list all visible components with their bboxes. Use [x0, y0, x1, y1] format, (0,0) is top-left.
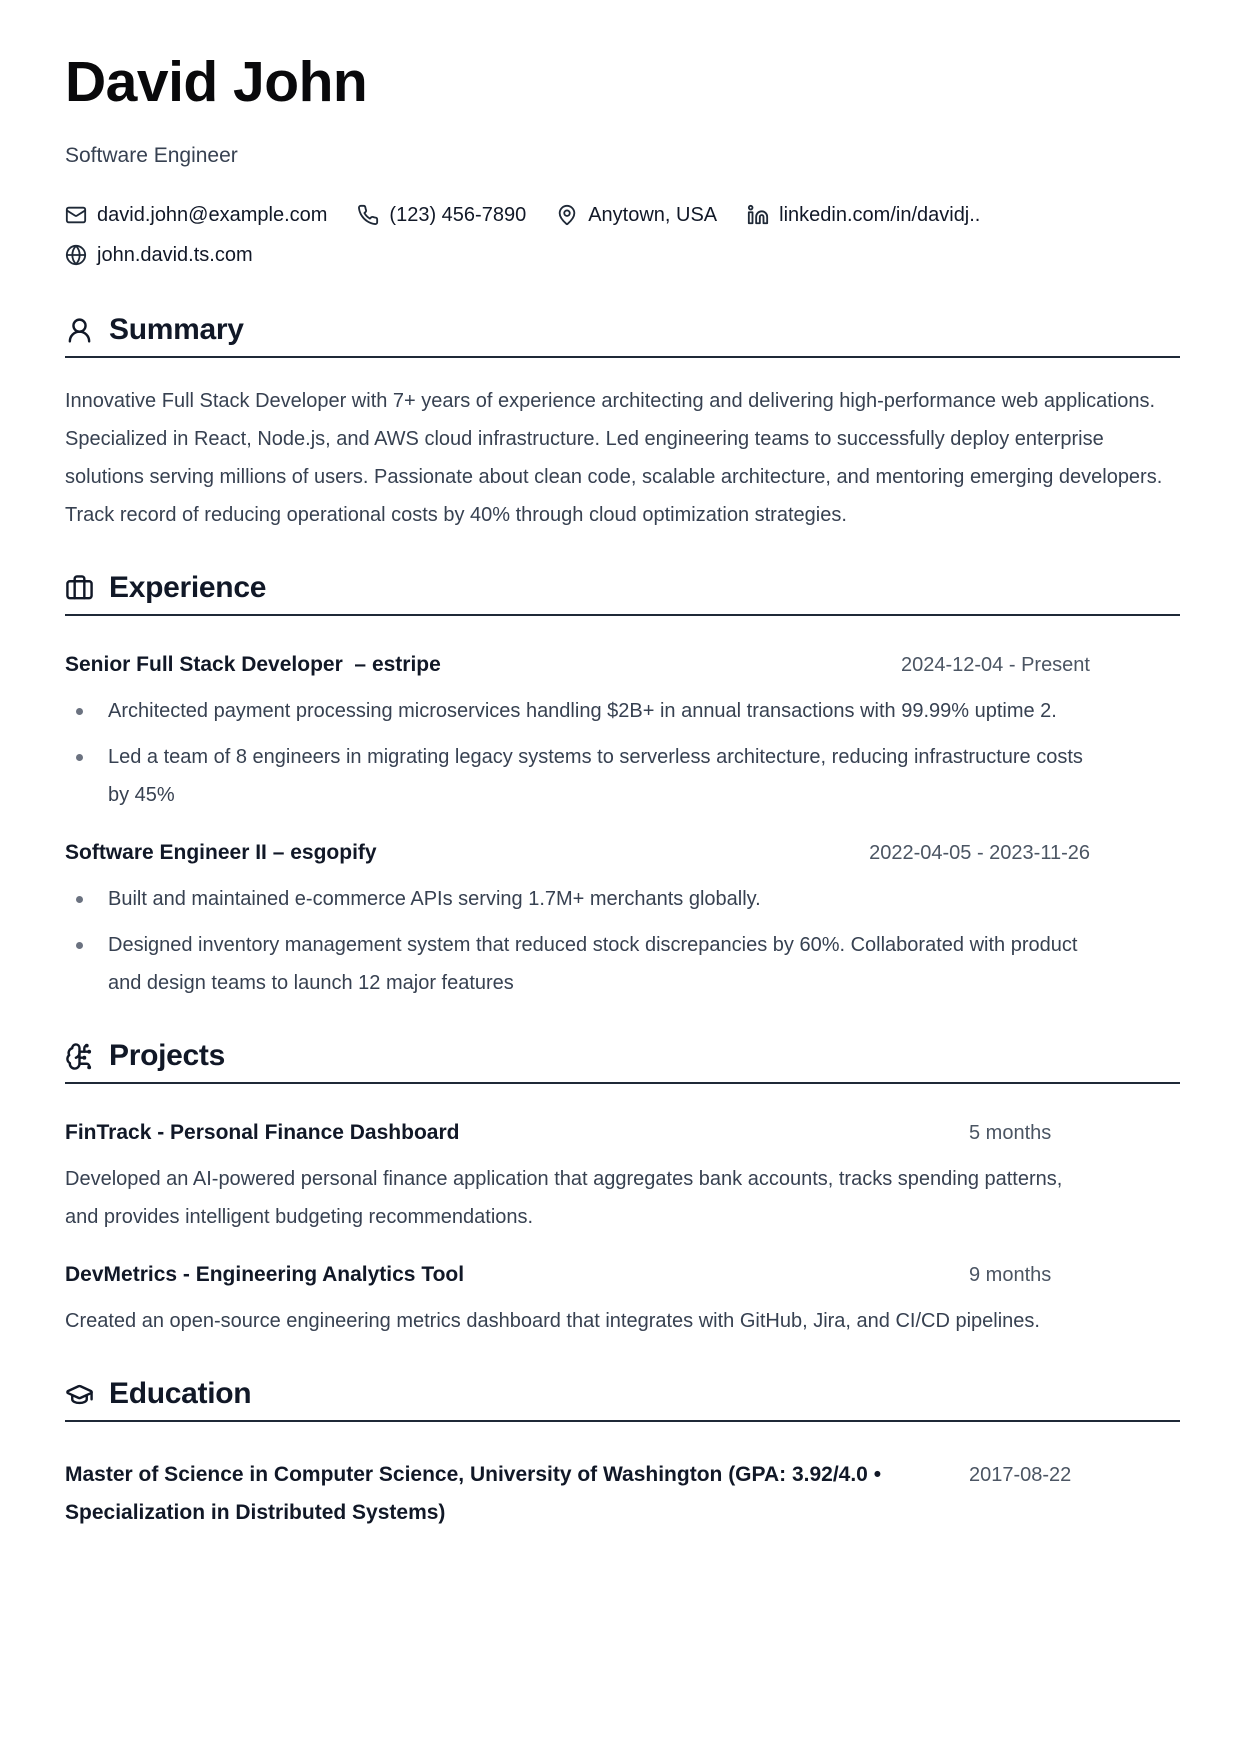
mail-icon: [65, 204, 87, 226]
section-experience: [65, 570, 1180, 1002]
education-items: [65, 1456, 1090, 1532]
user-icon: [65, 316, 94, 345]
projects-section-header: [65, 1038, 1180, 1084]
graduation-cap-icon: [65, 1380, 94, 1409]
project-item: [65, 1118, 1090, 1236]
experience-section-header: [65, 570, 1180, 616]
project-item: [65, 1260, 1090, 1340]
education-header: [65, 1456, 1090, 1532]
contact-phone-text: (123) 456-7890: [389, 204, 527, 227]
summary-heading: Summary: [109, 313, 244, 347]
job-bullet: Built and maintained e-commerce APIs serving 1.7M+ merchants globally.: [65, 880, 1090, 918]
job-bullet: Designed inventory management system that reduced stock discrepancies by 60%. Collaborated with product and design teams to launch 12 major features: [65, 926, 1090, 1002]
contact-item-location: [556, 200, 717, 230]
project-duration: 5 months: [969, 1122, 1052, 1145]
education-degree: Master of Science in Computer Science, University of Washington (GPA: 3.92/4.0 • Specialization in Distributed Systems): [65, 1463, 887, 1525]
contact-email-text: david.john@example.com: [97, 204, 328, 227]
project-items: [65, 1118, 1090, 1340]
education-heading: Education: [109, 1377, 252, 1411]
contact-item-phone: [357, 200, 526, 230]
project-description: Developed an AI-powered personal finance application that aggregates bank accounts, tracks spending patterns, and provides intelligent budgeting recommendations.: [65, 1168, 1063, 1229]
section-summary: [65, 312, 1180, 534]
education-item: [65, 1456, 1090, 1532]
education-date: 2017-08-22: [969, 1464, 1072, 1487]
experience-item: [65, 838, 1090, 1002]
job-bullet-list: [65, 692, 1090, 814]
contact-linkedin-text: linkedin.com/in/davidj..: [779, 204, 981, 227]
job-title: Senior Full Stack Developer – estripe: [65, 653, 441, 677]
section-education: [65, 1376, 1180, 1532]
contact-item-linkedin: [747, 200, 980, 230]
person-name: David John: [65, 50, 368, 114]
job-header: [65, 650, 1090, 680]
contact-location-text: Anytown, USA: [588, 204, 718, 227]
person-role: Software Engineer: [65, 144, 238, 168]
linkedin-icon: [747, 204, 769, 226]
job-bullet: Led a team of 8 engineers in migrating legacy systems to serverless architecture, reducing infrastructure costs by 45%: [65, 738, 1090, 814]
contact-website-text: john.david.ts.com: [97, 244, 253, 267]
contact-list: [65, 200, 1065, 270]
project-title: DevMetrics - Engineering Analytics Tool: [65, 1263, 465, 1287]
contact-item-email: [65, 200, 327, 230]
briefcase-icon: [65, 574, 94, 603]
contact-item-website: [65, 240, 253, 270]
map-pin-icon: [556, 204, 578, 226]
phone-icon: [357, 204, 379, 226]
project-description: Created an open-source engineering metrics dashboard that integrates with GitHub, Jira, and CI/CD pipelines.: [65, 1310, 1040, 1333]
resume-header: [65, 48, 1180, 270]
project-header: [65, 1118, 1090, 1148]
experience-heading: Experience: [109, 571, 267, 605]
section-projects: [65, 1038, 1180, 1340]
project-duration: 9 months: [969, 1264, 1052, 1287]
projects-heading: Projects: [109, 1039, 225, 1073]
education-section-header: [65, 1376, 1180, 1422]
job-header: [65, 838, 1090, 868]
summary-section-header: [65, 312, 1180, 358]
job-bullet: Architected payment processing microservices handling $2B+ in annual transactions with 99.99% uptime 2.: [65, 692, 1090, 730]
project-header: [65, 1260, 1090, 1290]
experience-items: [65, 650, 1090, 1002]
job-title: Software Engineer II – esgopify: [65, 841, 377, 865]
job-date: 2022-04-05 - 2023-11-26: [869, 842, 1090, 865]
experience-item: [65, 650, 1090, 814]
summary-paragraph: Innovative Full Stack Developer with 7+ years of experience architecting and delivering high-performance web applications. Specialized in React, Node.js, and AWS cloud infrastructure. Led engineering teams to successfully deploy enterprise solutions serving millions of users. Passionate about clean code, scalable architecture, and mentoring emerging developers. Track record of reducing operational costs by 40% through cloud optimization strategies.: [65, 390, 1163, 527]
job-bullet-list: [65, 880, 1090, 1002]
job-date: 2024-12-04 - Present: [900, 654, 1090, 677]
project-title: FinTrack - Personal Finance Dashboard: [65, 1121, 460, 1145]
globe-icon: [65, 244, 87, 266]
brain-circuit-icon: [65, 1042, 94, 1071]
